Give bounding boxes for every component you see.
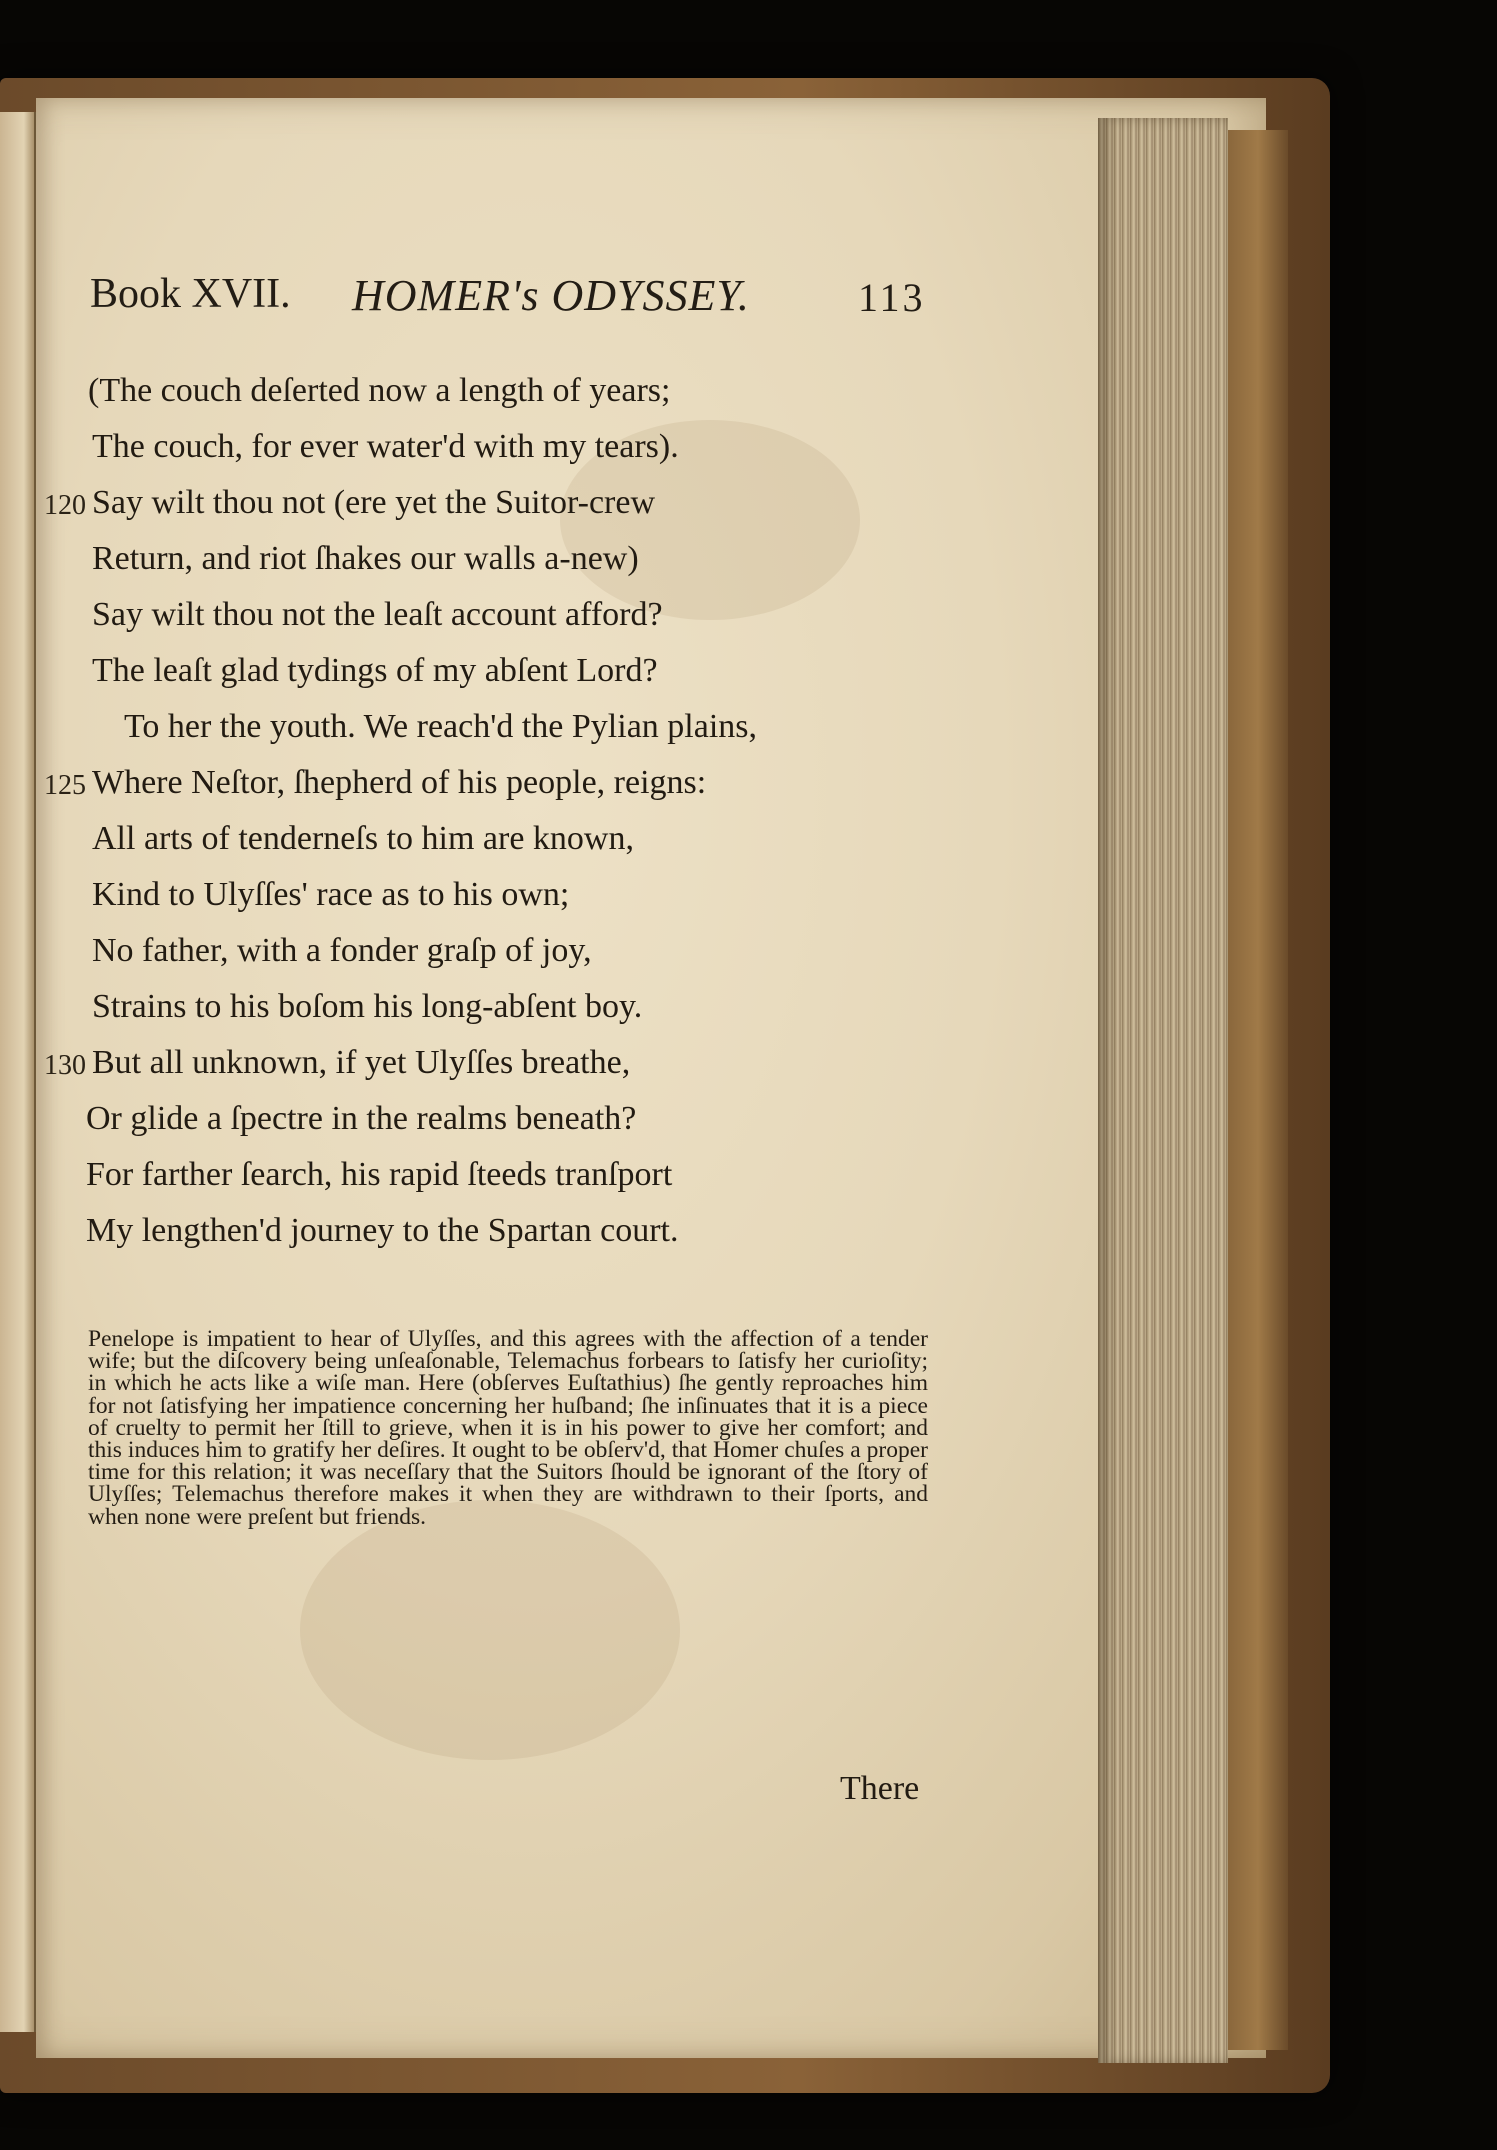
verse-line: Kind to Ulyſſes' race as to his own;: [92, 876, 570, 913]
line-number: 120: [44, 490, 86, 521]
verse-line: My lengthen'd journey to the Spartan court.: [86, 1212, 679, 1249]
facing-page-edge: [0, 112, 36, 2032]
book-number: Book XVII.: [90, 271, 291, 317]
paper-stain: [300, 1500, 680, 1760]
verse-line: Return, and riot ſhakes our walls a-new): [92, 540, 639, 577]
verse-line: The leaſt glad tydings of my abſent Lord?: [92, 652, 658, 689]
verse-line: (The couch deſerted now a length of years;: [88, 372, 671, 409]
line-number: 130: [44, 1050, 86, 1081]
verse-line: Say wilt thou not (ere yet the Suitor-crew: [92, 484, 656, 521]
footnote-text: Penelope is impatient to hear of Ulyſſes, and this agrees with the affection of a tender wife; but the diſcovery being unſeaſonable, Telemachus forbears to ſatisfy her curioſity; in which he acts like a wiſe man. Here (obſerves Euſtathius) ſhe gently reproaches him for not ſatisfying her impatience concerning her huſband; ſhe inſinuates that it is a piece of cruelty to permit her ſtill to grieve, when it is in his power to give her comfort; and this induces him to gratify her deſires. It ought to be obſerv'd, that Homer chuſes a proper time for this relation; it was neceſſary that the Suitors ſhould be ignorant of the ſtory of Ulyſſes; Telemachus therefore makes it when they are withdrawn to their ſports, and when none were preſent but friends.: [88, 1326, 928, 1530]
footnote: [88, 1328, 928, 1528]
verse-line: The couch, for ever water'd with my tears).: [92, 428, 679, 465]
page-fore-edge: [1098, 118, 1228, 2063]
page-number: 113: [858, 275, 926, 320]
running-title: HOMER's ODYSSEY.: [352, 271, 750, 320]
verse-line: But all unknown, if yet Ulyſſes breathe,: [92, 1044, 631, 1081]
verse-line: Strains to his boſom his long-abſent boy.: [92, 988, 643, 1025]
book-board-edge: [1228, 130, 1288, 2050]
line-number: 125: [44, 770, 86, 801]
verse-line: No father, with a fonder graſp of joy,: [92, 932, 592, 969]
verse-line: Where Neſtor, ſhepherd of his people, reigns:: [92, 764, 707, 801]
verse-line: To her the youth. We reach'd the Pylian plains,: [124, 708, 758, 745]
verse-line: All arts of tenderneſs to him are known,: [92, 820, 634, 857]
verse-line: For farther ſearch, his rapid ſteeds tranſport: [86, 1156, 673, 1193]
verse-line: Say wilt thou not the leaſt account afford?: [92, 596, 663, 633]
running-head: [90, 270, 940, 334]
catchword: There: [840, 1770, 920, 1807]
verse-line: Or glide a ſpectre in the realms beneath?: [86, 1100, 637, 1137]
